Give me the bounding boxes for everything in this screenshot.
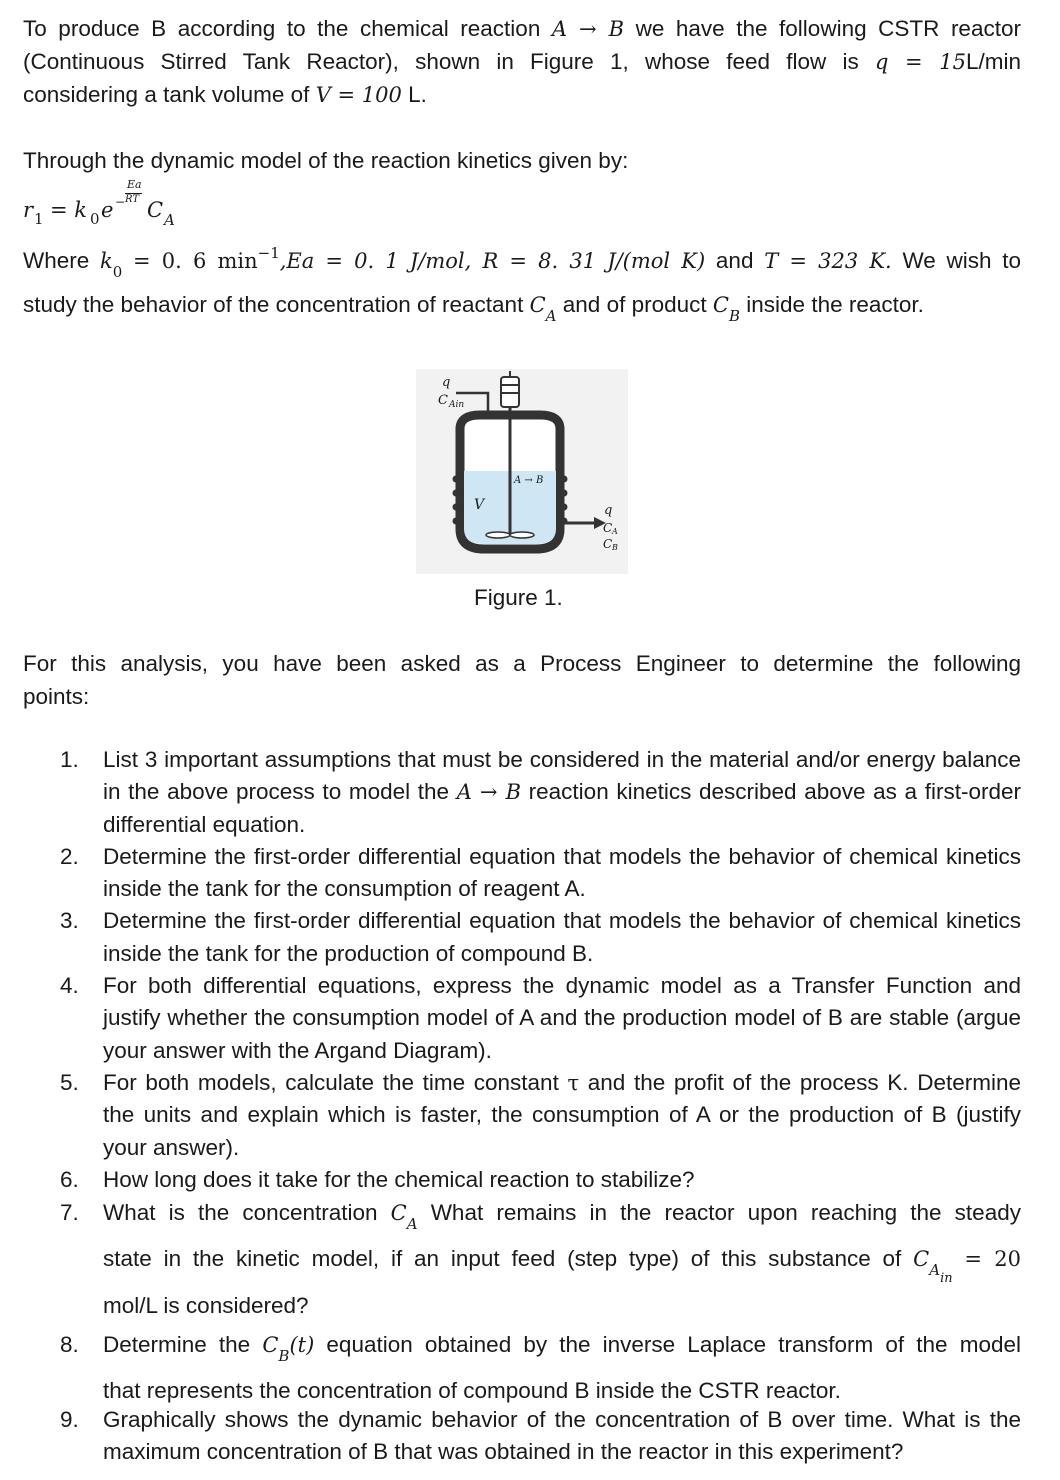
inlet-flow-label: q xyxy=(442,375,451,390)
constants: ,Ea = 0. 1 J/mol, R = 8. 31 J/(mol K) xyxy=(279,249,706,273)
where-label: Where xyxy=(23,248,90,273)
cb-sub: B xyxy=(278,1347,290,1366)
rate-subscript: 1 xyxy=(34,210,44,228)
list-item xyxy=(60,841,1021,906)
list-item-number: 2. xyxy=(60,843,79,869)
list-item-number: 5. xyxy=(60,1069,79,1095)
list-item-text: List 3 important assumptions that must be considered in the material and/or energy balance in the above process to model the xyxy=(103,747,1021,805)
list-item xyxy=(60,970,1021,1067)
outlet-ca-label: C xyxy=(603,521,613,535)
ca-sub: A xyxy=(406,1215,418,1234)
figure-caption: Figure 1. xyxy=(474,585,563,610)
k0-exponent: −1 xyxy=(257,244,280,262)
list-item-number: 4. xyxy=(60,973,79,999)
cain-sub: A xyxy=(929,1261,941,1280)
where-and: and xyxy=(715,248,754,273)
exp-numerator: Ea xyxy=(127,178,142,191)
intro-line-1 xyxy=(23,12,1021,46)
feed-flow-unit: L/min xyxy=(965,49,1021,74)
conc-symbol: C xyxy=(147,198,164,222)
where-tail: We wish to xyxy=(902,248,1022,273)
list-item-number: 8. xyxy=(60,1332,79,1358)
where-line xyxy=(23,244,1021,280)
impeller-blade-icon xyxy=(486,532,510,538)
rate-eq: = k xyxy=(50,198,87,222)
exp-minus: − xyxy=(115,195,126,209)
list-item xyxy=(60,905,1021,970)
list-item-text: For both models, calculate the time constant xyxy=(103,1069,559,1095)
list-item-number: 7. xyxy=(60,1200,79,1226)
cstr-figure xyxy=(416,369,628,574)
questions-list xyxy=(60,744,1021,1469)
k0-symbol: k xyxy=(100,249,113,273)
list-item xyxy=(60,744,1021,841)
list-item-text: Determine the first-order differential equation that models the behavior of chemical kinetics inside the tank for the consumption of reagent A. xyxy=(103,843,1021,902)
impeller-blade-icon xyxy=(510,532,534,538)
list-item xyxy=(60,1067,1021,1164)
reaction-formula: A → B xyxy=(456,780,522,805)
cb-sub: B xyxy=(728,307,741,325)
list-item-text: that represents the concentration of compound B inside the CSTR reactor. xyxy=(103,1378,841,1404)
intro-text: we have the following CSTR reactor xyxy=(635,16,1021,41)
cb-argument: (t) xyxy=(289,1333,315,1358)
cb-symbol: C xyxy=(262,1333,279,1358)
list-item-number: 9. xyxy=(60,1407,79,1433)
list-item-text: reaction kinetics described above as a first-order differential equation. xyxy=(103,779,1021,837)
tank-volume-unit: L. xyxy=(408,82,427,107)
intro-line-2 xyxy=(23,45,1021,79)
exp-base: e xyxy=(101,198,114,222)
list-item-text: How long does it take for the chemical reaction to stabilize? xyxy=(103,1166,695,1192)
temperature-value: T = 323 K. xyxy=(764,249,892,273)
list-item-text: state in the kinetic model, if an input feed (step type) of this substance of xyxy=(103,1246,902,1272)
outlet-cb-label: C xyxy=(603,537,613,551)
list-item-text: Graphically shows the dynamic behavior of the concentration of B over time. What is the maximum concentration of B that was obtained in the reactor in this experiment? xyxy=(103,1407,1021,1465)
intro-text: considering a tank volume of xyxy=(23,82,310,107)
outlet-cb-sub: B xyxy=(612,543,618,552)
ca-symbol: C xyxy=(529,293,546,317)
volume-label: V xyxy=(474,497,485,513)
intro-text: To produce B according to the chemical reaction xyxy=(23,16,541,41)
list-item-text: What is the concentration xyxy=(103,1200,378,1226)
rate-equation xyxy=(23,178,323,232)
intro-text: (Continuous Stirred Tank Reactor), shown in Figure 1, whose feed flow is xyxy=(23,49,859,74)
outlet-ca-sub: A xyxy=(612,527,618,536)
list-item xyxy=(60,1323,1021,1412)
study-text: and of product xyxy=(562,292,707,317)
list-item-text: mol/L is considered? xyxy=(103,1293,309,1319)
k0-subscript: 0 xyxy=(90,210,100,228)
analysis-line-1: For this analysis, you have been asked as a Process Engineer to determine the following xyxy=(23,651,1021,676)
cain-subsub: in xyxy=(940,1271,953,1287)
cain-symbol: C xyxy=(913,1247,930,1272)
reaction-formula: A → B xyxy=(551,17,625,41)
tank-volume-value: V = 100 xyxy=(315,83,402,107)
list-item xyxy=(60,1191,1021,1327)
list-item-number: 6. xyxy=(60,1166,79,1192)
conc-subscript: A xyxy=(164,211,175,229)
list-item-text: Determine the xyxy=(103,1332,251,1358)
study-text: inside the reactor. xyxy=(746,292,924,317)
k0-sub: 0 xyxy=(112,263,123,281)
list-item-text: equation obtained by the inverse Laplace transform of the model xyxy=(326,1332,1021,1358)
tau-symbol: τ xyxy=(567,1070,580,1095)
outlet-flow-label: q xyxy=(604,503,613,518)
kinetics-heading: Through the dynamic model of the reaction kinetics given by: xyxy=(23,148,629,173)
list-item xyxy=(60,1404,1021,1469)
inlet-conc-sub: Ain xyxy=(449,400,465,410)
list-item-number: 3. xyxy=(60,908,79,934)
cain-value: = 20 xyxy=(964,1247,1021,1272)
exp-denominator: RT xyxy=(125,194,140,205)
k0-value: = 0. 6 min xyxy=(133,249,258,273)
rate-symbol: r xyxy=(23,198,34,222)
list-item-text: For both differential equations, express the dynamic model as a Transfer Function and justify whether the consumption model of A and the production model of B are stable (argue your answer with the Argand Diagram). xyxy=(103,973,1021,1063)
cb-symbol: C xyxy=(712,293,729,317)
intro-line-3 xyxy=(23,78,1021,112)
ca-sub: A xyxy=(545,307,557,325)
list-item-text: What remains in the reactor upon reaching the steady xyxy=(430,1200,1021,1226)
inlet-conc-label: C xyxy=(438,393,448,408)
analysis-line-2: points: xyxy=(23,684,90,709)
list-item-text: and the profit of the process K. Determine the units and explain which is faster, the consumption of A or the production of B (justify your answer). xyxy=(103,1069,1021,1160)
study-text: study the behavior of the concentration of reactant xyxy=(23,292,524,317)
study-line xyxy=(23,288,1021,324)
feed-flow-value: q = 15 xyxy=(874,50,966,74)
list-item-text: Determine the first-order differential equation that models the behavior of chemical kinetics inside the tank for the production of compound B. xyxy=(103,908,1021,966)
list-item-number: 1. xyxy=(60,747,79,772)
reaction-label: A → B xyxy=(514,475,544,486)
ca-symbol: C xyxy=(390,1201,407,1226)
